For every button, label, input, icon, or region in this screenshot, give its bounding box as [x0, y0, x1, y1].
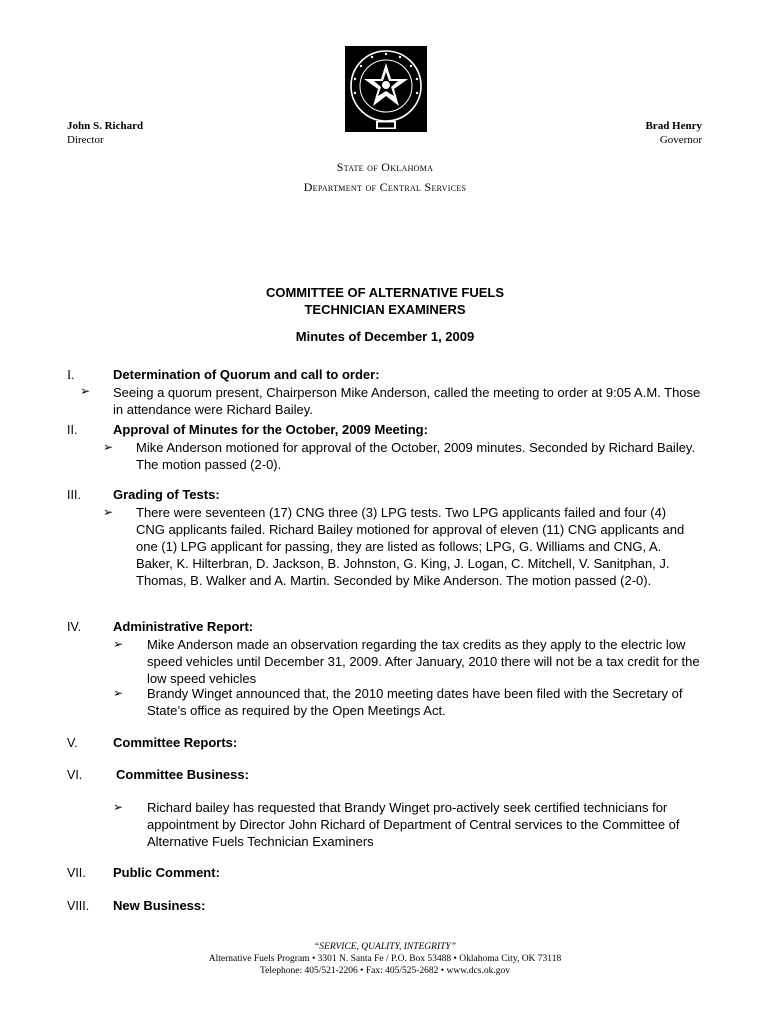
section-number: VI.	[67, 768, 83, 782]
section-bullet-text: Richard bailey has requested that Brandy Winget pro-actively seek certified technicians for appointment by Director John Richard of Department of Central services to the Committee of Alternative Fuels Technician Examiners	[147, 800, 680, 849]
section-heading: New Business:	[113, 898, 206, 913]
section-heading: Determination of Quorum and call to order:	[113, 367, 380, 382]
section-bullet-text: Mike Anderson motioned for approval of the October, 2009 minutes. Seconded by Richard Bailey. The motion passed (2-0).	[136, 440, 696, 472]
arrow-bullet-icon: ➢	[113, 800, 124, 814]
governor-name: Brad Henry	[645, 120, 702, 132]
footer-motto: “SERVICE, QUALITY, INTEGRITY”	[313, 942, 456, 952]
agency-department: Department of Central Services	[303, 180, 467, 194]
section-bullet-text: There were seventeen (17) CNG three (3) LPG tests. Two LPG applicants failed and four (4) CNG applicants failed. Richard Bailey motioned for approval of eleven (11) CNG applicants and one (1) LPG applicant for passing, they are listed as follows; LPG, G. Williams and CNG, A. Baker, K. Hilterbran, D. Jackson, B. Johnston, G. King, J. Logan, C. Mitchell, V. Sanitphan, J. Thomas, B. Walker and A. Martin. Seconded by Mike Anderson. The motion passed (2-0).	[136, 505, 685, 588]
governor-title: Governor	[659, 134, 702, 146]
footer-contact: Telephone: 405/521-2206 • Fax: 405/525-2682 • www.dcs.ok.gov	[260, 966, 510, 976]
section-bullet-text: Seeing a quorum present, Chairperson Mike Anderson, called the meeting to order at 9:05 A.M. Those in attendance were Richard Bailey.	[113, 385, 701, 417]
section-heading: Committee Reports:	[113, 735, 238, 750]
document-title-line2: TECHNICIAN EXAMINERS	[304, 302, 466, 317]
state-seal-icon	[345, 46, 427, 132]
arrow-bullet-icon: ➢	[103, 440, 114, 454]
section-number: II.	[67, 423, 78, 437]
director-title: Director	[67, 134, 104, 146]
section-number: IV.	[67, 620, 82, 634]
section-heading: Grading of Tests:	[113, 487, 220, 502]
section-number: VIII.	[67, 899, 90, 913]
section-number: I.	[67, 368, 75, 382]
document-subtitle: Minutes of December 1, 2009	[295, 329, 475, 344]
section-heading: Approval of Minutes for the October, 2009 Meeting:	[113, 422, 428, 437]
section-number: III.	[67, 488, 81, 502]
director-name: John S. Richard	[67, 120, 144, 132]
section-heading: Administrative Report:	[113, 619, 254, 634]
section-number: VII.	[67, 866, 86, 880]
agency-state: State of Oklahoma	[336, 160, 434, 174]
director-block	[67, 119, 143, 147]
footer-address: Alternative Fuels Program • 3301 N. Santa Fe / P.O. Box 53488 • Oklahoma City, OK 73118	[208, 954, 562, 964]
section-bullet-text: Mike Anderson made an observation regarding the tax credits as they apply to the electric low speed vehicles until December 31, 2009. After January, 2010 there will not be a tax credit for the low speed vehicles	[147, 637, 700, 686]
section-number: V.	[67, 736, 78, 750]
section-heading: Committee Business:	[116, 767, 249, 782]
section-heading: Public Comment:	[113, 865, 220, 880]
arrow-bullet-icon: ➢	[103, 505, 114, 519]
arrow-bullet-icon: ➢	[113, 637, 124, 651]
document-title-line1: COMMITTEE OF ALTERNATIVE FUELS	[265, 285, 505, 300]
arrow-bullet-icon: ➢	[80, 384, 91, 398]
section-bullet-text: Brandy Winget announced that, the 2010 meeting dates have been filed with the Secretary of State’s office as required by the Open Meetings Act.	[147, 686, 683, 718]
arrow-bullet-icon: ➢	[113, 686, 124, 700]
governor-block	[645, 119, 702, 147]
